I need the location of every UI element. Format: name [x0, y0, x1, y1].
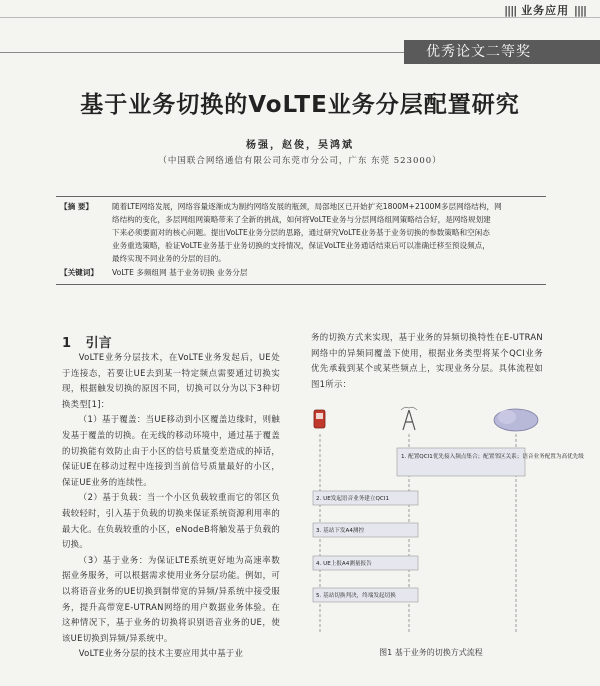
paragraph: VoLTE业务分层技术，在VoLTE业务发起后，UE处于连接态，若要让UE去到某一特定频点需要通过切换实现，根据触发切换的原因不同，切换可以分为以下3种切换类型[1]： [62, 352, 280, 409]
keywords-label: 【关键词】 [60, 268, 98, 277]
step-box [397, 448, 525, 476]
left-column [62, 350, 280, 662]
paper-title: 基于业务切换的VoLTE业务分层配置研究 [80, 92, 520, 118]
header-rule [0, 17, 600, 18]
step-2-label: 2. UE发起语音业务建立QCI1 [316, 496, 390, 502]
step-1-label: 1. 配置QCI1优先接入频点集合；配置邻区关系；语音业务配置为高优先级 [401, 454, 584, 460]
ue-phone-icon [314, 410, 325, 428]
step-5-label: 5. 基站切换判决，终端发起切换 [316, 593, 396, 599]
header-bars: |||| [504, 4, 517, 17]
figure-caption: 图1 基于业务的切换方式流程 [379, 648, 483, 657]
abstract-text [112, 200, 546, 265]
paragraph: 务的切换方式来实现，基于业务的异频切换特性在E-UTRAN网络中的异频同覆盖下使用，根据业务类型将某个QCI业务优先承载到某个或某些频点上，实现业务分层。具体流程如图1所示： [311, 332, 543, 389]
paragraph: （1）基于覆盖：当UE移动到小区覆盖边缘时，则触发基于覆盖的切换。在无线的移动环境中，通过基于覆盖的切换能有效防止由于小区的信号质量变差造成的掉话，保证UE在移动过程中连接到当前信号质量最好的小区，保证UE业务的连续性。 [62, 414, 280, 487]
abstract-line: 最终实现不同业务的分层的目的。 [112, 254, 226, 263]
affiliation: （中国联合网络通信有限公司东莞市分公司，广东 东莞 523000） [158, 156, 442, 166]
abstract-line: 业务重选策略，验证VoLTE业务基于业务切换的支持情况，保证VoLTE业务通话结束后可以准确迁移至预设频点， [112, 241, 490, 250]
abstract-bottom-rule [56, 284, 546, 285]
right-column [311, 330, 543, 392]
flow-diagram [311, 406, 584, 636]
abstract-top-rule [56, 196, 546, 197]
section-tag-label: 业务应用 [521, 4, 570, 17]
banner-line [0, 52, 410, 53]
keywords-text: VoLTE 多频组网 基于业务切换 业务分层 [112, 268, 248, 277]
abstract-line: 络结构的变化，多层网组网策略带来了全新的挑战，如何将VoLTE业务与分层网络组网策略结合好，是网络规划建 [112, 215, 491, 224]
core-network-cloud-icon [494, 409, 538, 431]
abstract-box [56, 196, 546, 286]
authors: 杨强，赵俊，吴鸿斌 [246, 140, 354, 151]
paragraph: VoLTE业务分层的技术主要应用其中基于业 [78, 648, 244, 659]
section-title: 引言 [85, 336, 112, 351]
section-heading [62, 332, 112, 351]
section-tag [504, 2, 586, 18]
abstract-label: 【摘 要】 [60, 202, 94, 211]
paragraph: （3）基于业务：为保证LTE系统更好地为高速率数据业务服务，可以根据需求使用业务分层功能。例如，可以将语音业务的UE切换到制带宽的异频/异系统中接受服务，提升高带宽E-UTRAN网络的用户数据业务体验。在这种情况下，基于业务的切换将识别语音业务的UE，使该UE切换到异频/异系统中。 [62, 554, 280, 643]
award-banner: 优秀论文二等奖 [404, 40, 600, 64]
paragraph: （2）基于负载：当一个小区负载较重而它的邻区负载较轻时，引入基于负载的切换来保证系统资源利用率的最大化。在负载较重的小区，eNodeB将触发基于负载的切换。 [62, 492, 280, 550]
enodeb-tower-icon [401, 407, 417, 430]
abstract-line: 下来必须要面对的核心问题。提出VoLTE业务分层的思路，通过研究VoLTE业务基于业务切换的参数策略和空闲态 [112, 228, 490, 237]
step-3-label: 3. 基站下发A4测控 [316, 528, 365, 534]
abstract-line: 随着LTE网络发展，网络容量逐渐成为制约网络发展的瓶颈，局部地区已开始扩充1800M+2100M多层网络结构，网 [112, 202, 502, 211]
section-number: 1 [62, 336, 72, 351]
header-bars-right: |||| [573, 4, 586, 17]
step-4-label: 4. UE上报A4测量报告 [316, 561, 372, 567]
